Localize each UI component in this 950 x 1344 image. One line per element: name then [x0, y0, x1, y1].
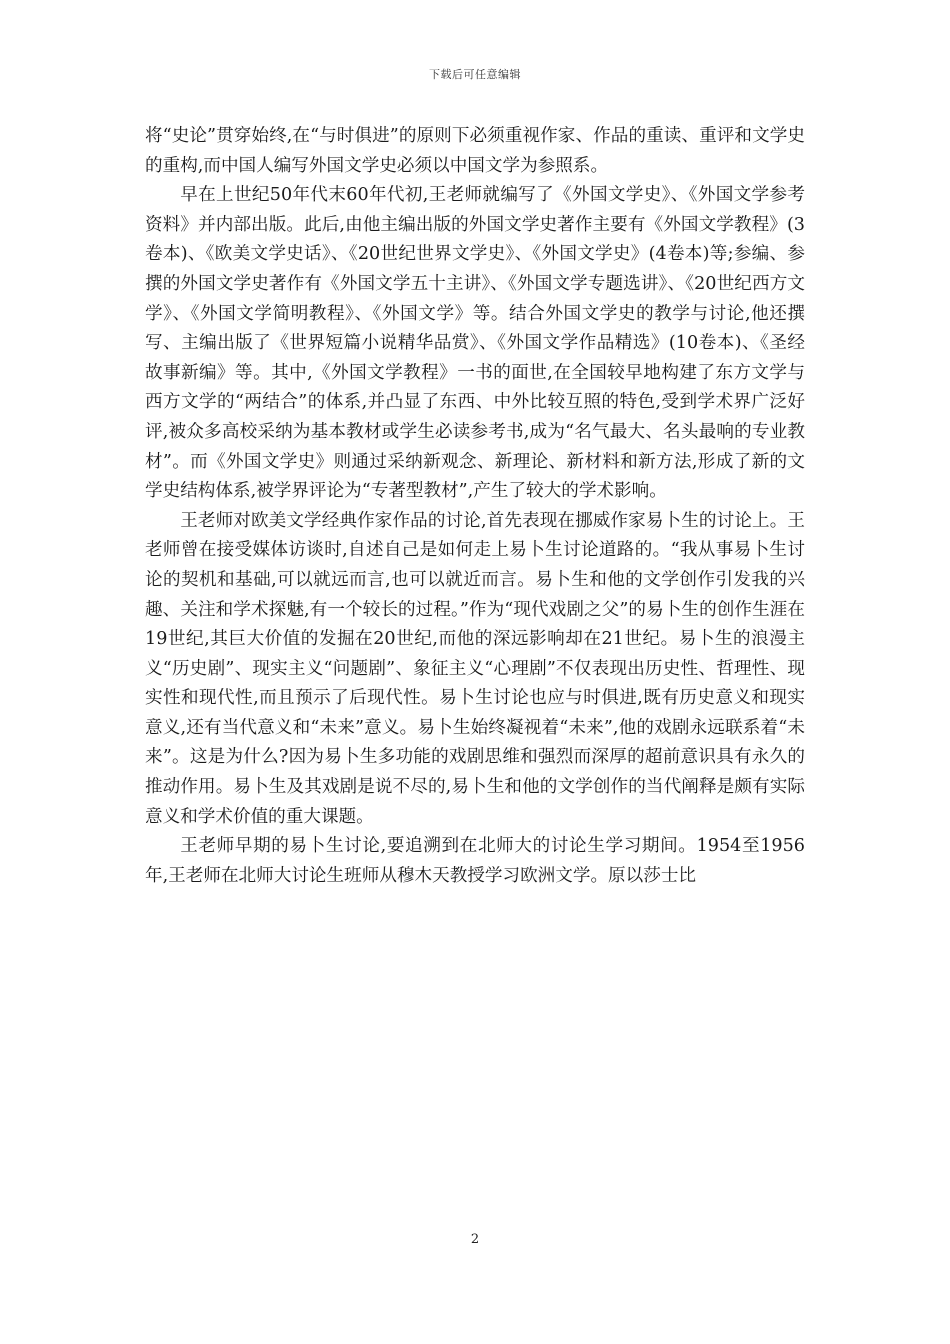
paragraph-continuation: 将“史论”贯穿始终,在“与时俱进”的原则下必须重视作家、作品的重读、重评和文学史的重构,而中国人编写外国文学史必须以中国文学为参照系。	[145, 126, 805, 176]
paragraph-literary-history: 早在上世纪50年代末60年代初,王老师就编写了《外国文学史》、《外国文学参考资料》并内部出版。此后,由他主编出版的外国文学史著作主要有《外国文学教程》(3卷本)、《欧美文学史话》、《20世纪世界文学史》、《外国文学史》(4卷本)等;参编、参撰的外国文学史著作有《外国文学五十主讲》、《外国文学专题选讲》、《20世纪西方文学》、《外国文学简明教程》、《外国文学》等。结合外国文学史的教学与讨论,他还撰写、主编出版了《世界短篇小说精华品赏》、《外国文学作品精选》(10卷本)、《圣经故事新编》等。其中,《外国文学教程》一书的面世,在全国较早地构建了东方文学与西方文学的“两结合”的体系,并凸显了东西、中外比较互照的特色,受到学术界广泛好评,被众多高校采纳为基本教材或学生必读参考书,成为“名气最大、名头最响的专业教材”。而《外国文学史》则通过采纳新观念、新理论、新材料和新方法,形成了新的文学史结构体系,被学界评论为“专著型教材”,产生了较大的学术影响。	[145, 185, 805, 502]
paragraph-early-ibsen-study: 王老师早期的易卜生讨论,要追溯到在北师大的讨论生学习期间。1954至1956年,王老师在北师大讨论生班师从穆木天教授学习欧洲文学。原以莎士比	[145, 836, 805, 886]
page-header: 下载后可任意编辑	[429, 68, 521, 81]
document-body	[145, 122, 805, 891]
paragraph-ibsen-research: 王老师对欧美文学经典作家作品的讨论,首先表现在挪威作家易卜生的讨论上。王老师曾在接受媒体访谈时,自述自己是如何走上易卜生讨论道路的。“我从事易卜生讨论的契机和基础,可以就远而言,也可以就近而言。易卜生和他的文学创作引发我的兴趣、关注和学术探魅,有一个较长的过程。”作为“现代戏剧之父”的易卜生的创作生涯在19世纪,其巨大价值的发掘在20世纪,而他的深远影响却在21世纪。易卜生的浪漫主义“历史剧”、现实主义“问题剧”、象征主义“心理剧”不仅表现出历史性、哲理性、现实性和现代性,而且预示了后现代性。易卜生讨论也应与时俱进,既有历史意义和现实意义,还有当代意义和“未来”意义。易卜生始终凝视着“未来”,他的戏剧永远联系着“未来”。这是为什么?因为易卜生多功能的戏剧思维和强烈而深厚的超前意识具有永久的推动作用。易卜生及其戏剧是说不尽的,易卜生和他的文学创作的当代阐释是颇有实际意义和学术价值的重大课题。	[145, 510, 805, 827]
page-number: 2	[470, 1232, 480, 1247]
